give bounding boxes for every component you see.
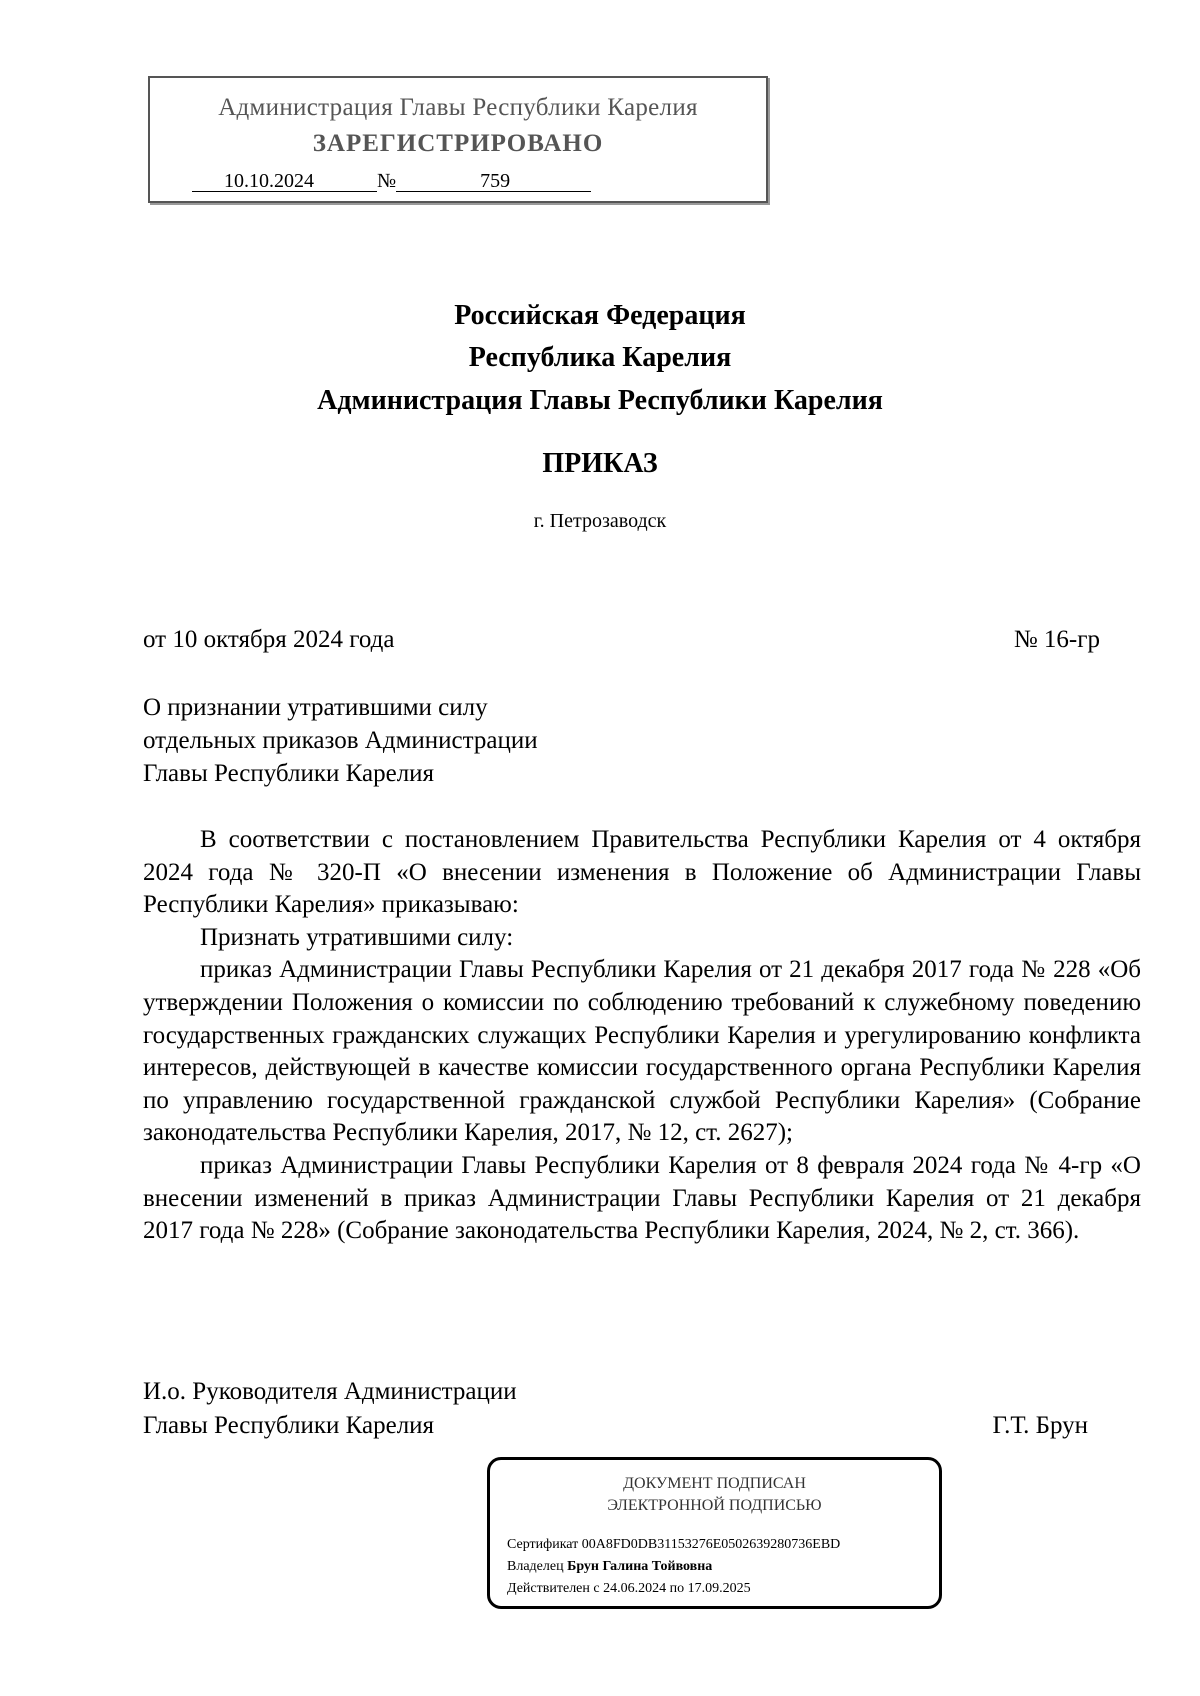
valid-from-value: 24.06.2024 <box>603 1581 667 1596</box>
signer-position-line-2: Главы Республики Карелия <box>143 1412 435 1439</box>
signer-name: Г.Т. Брун <box>992 1412 1088 1439</box>
header-country: Российская Федерация <box>454 300 746 331</box>
signer-position-line-1: И.о. Руководителя Администрации <box>143 1378 517 1405</box>
body-paragraph-decision: Признать утратившими силу: <box>200 923 514 951</box>
order-number: № 16-гр <box>1013 626 1100 653</box>
e-signature-title-1: ДОКУМЕНТ ПОДПИСАН <box>623 1475 806 1492</box>
certificate-value: 00A8FD0DB31153276E0502639280736EBD <box>581 1537 841 1552</box>
header-organization: Администрация Главы Республики Карелия <box>317 385 883 416</box>
certificate-label: Сертификат <box>507 1537 579 1552</box>
registration-stamp-fields <box>192 170 591 193</box>
valid-from-label: Действителен с <box>507 1581 600 1596</box>
owner-value: Брун Галина Тойвовна <box>567 1559 713 1574</box>
registration-stamp-label: ЗАРЕГИСТРИРОВАНО <box>312 130 604 157</box>
document-city: г. Петрозаводск <box>533 510 667 532</box>
header-republic: Республика Карелия <box>468 342 732 373</box>
body-paragraph-order-228: приказ Администрации Главы Республики Карелия от 21 декабря 2017 года № 228 «Об утверждении Положения о комиссии по соблюдению требований к служебному поведению государственных гражданских служащих Республики Карелия и урегулированию конфликта интересов, действующей в качестве комиссии государственного органа Республики Карелия по управлению государственной гражданской службой Республики Карелия» (Собрание законодательства Республики Карелия, 2017, № 12, ст. 2627); <box>143 956 1141 1147</box>
registration-stamp <box>148 76 768 203</box>
valid-to-value: 17.09.2025 <box>687 1581 751 1596</box>
e-signature-certificate <box>507 1537 840 1553</box>
valid-to-label: по <box>669 1581 685 1596</box>
e-signature-validity <box>507 1581 751 1597</box>
electronic-signature-stamp <box>487 1457 942 1609</box>
body-paragraph-basis: В соответствии с постановлением Правительства Республики Карелия от 4 октября 2024 года № 320-П «О внесении изменения в Положение об Администрации Главы Республики Карелия» приказываю: <box>143 826 1141 919</box>
subject-line-2: отдельных приказов Администрации <box>143 727 538 754</box>
owner-label: Владелец <box>507 1559 564 1574</box>
subject-line-3: Главы Республики Карелия <box>143 760 435 787</box>
subject-line-1: О признании утратившими силу <box>143 694 488 721</box>
order-date: от 10 октября 2024 года <box>143 626 395 653</box>
registration-date: 10.10.2024 <box>192 171 377 192</box>
document-type: ПРИКАЗ <box>542 448 658 479</box>
e-signature-owner <box>507 1559 712 1575</box>
registration-number: 759 <box>396 171 591 192</box>
body-paragraph-order-4gr: приказ Администрации Главы Республики Карелия от 8 февраля 2024 года № 4-гр «О внесении изменений в приказ Администрации Главы Республики Карелия от 21 декабря 2017 года № 228» (Собрание законодательства Республики Карелия, 2024, № 2, ст. 366). <box>143 1151 1141 1245</box>
document-body <box>143 824 1141 1248</box>
registration-stamp-org: Администрация Главы Республики Карелия <box>218 94 698 121</box>
e-signature-title-2: ЭЛЕКТРОННОЙ ПОДПИСЬЮ <box>607 1497 822 1514</box>
registration-number-label: № <box>377 170 397 192</box>
